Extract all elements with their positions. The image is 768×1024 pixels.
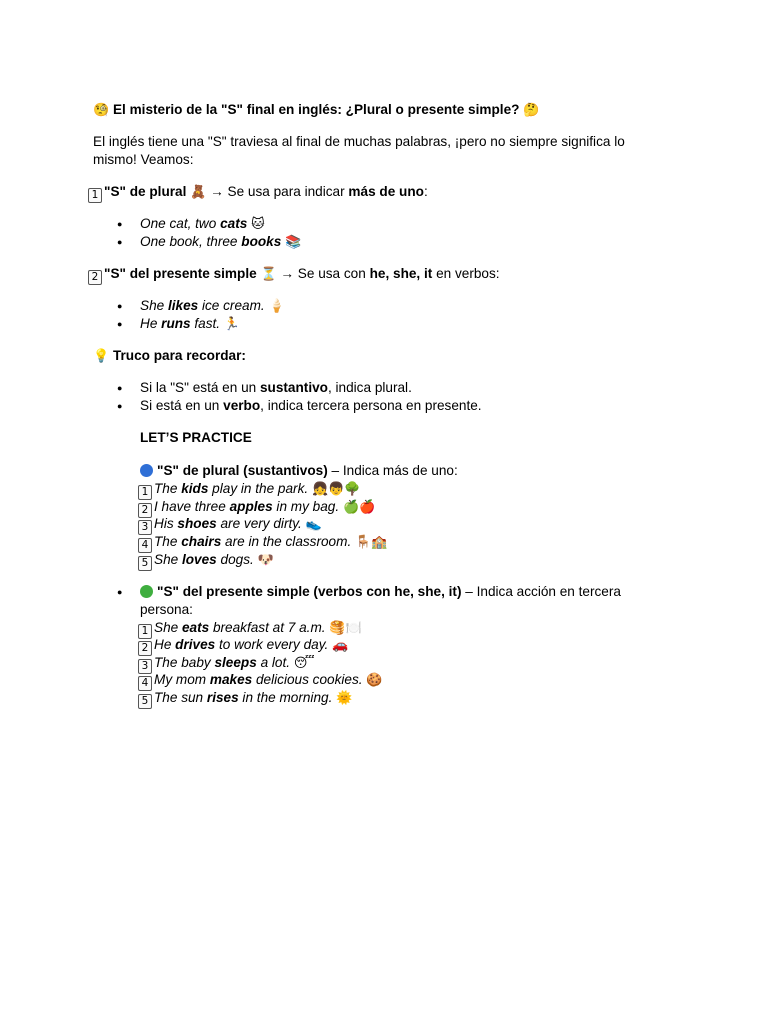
pancakes-plate-icon: 🥞🍽️ (329, 621, 362, 636)
item-text-post: dogs. (216, 552, 254, 567)
document-title (93, 101, 539, 120)
section-arrow-text: → Se usa con (276, 266, 370, 281)
item-text-post: , indica tercera persona en presente. (260, 398, 482, 413)
intro-line-2: mismo! Veamos: (93, 152, 194, 167)
dog-icon: 🐶 (257, 553, 274, 568)
item-bold: makes (209, 672, 253, 687)
shoe-icon: 👟 (305, 517, 322, 532)
item-text-post: are in the classroom. (221, 534, 352, 549)
bullet: ● (117, 383, 123, 393)
chair-school-icon: 🪑🏫 (355, 535, 388, 550)
practice-heading-text: LET’S PRACTICE (140, 430, 252, 445)
kids-tree-icon: 👧👦🌳 (311, 482, 361, 497)
monocle-face-icon: 🧐 (93, 103, 110, 118)
item-text-post: a lot. (256, 655, 291, 670)
item-text: One book, three (140, 234, 242, 249)
practice-item (138, 636, 348, 656)
keycap-number: 2 (138, 641, 152, 656)
item-text: He (140, 316, 162, 331)
item-bold: verbo (223, 398, 261, 413)
practice-item (138, 689, 352, 709)
section-present-heading (88, 265, 500, 285)
practice-item (138, 551, 274, 571)
item-text: The baby (154, 655, 215, 670)
item-text-post: to work every day. (215, 637, 329, 652)
section-end-text: en verbos: (432, 266, 500, 281)
item-text-post: breakfast at 7 a.m. (209, 620, 326, 635)
runner-icon: 🏃 (223, 317, 241, 332)
practice-subheading: "S" del presente simple (verbos con he, she, it) (157, 584, 462, 599)
teddy-bear-icon: 🧸 (190, 185, 207, 200)
practice-item (138, 533, 387, 553)
item-text-post: , indica plural. (327, 380, 412, 395)
item-text: The (154, 481, 182, 496)
section-plural-heading (88, 183, 428, 203)
title-text: El misterio de la "S" final en inglés: ¿Plural o presente simple? (112, 102, 520, 117)
bullet: ● (117, 587, 123, 597)
item-bold: loves (181, 552, 217, 567)
list-item (140, 315, 240, 334)
keycap-number: 1 (138, 624, 152, 639)
sleeping-face-icon: 😴 (293, 656, 315, 671)
plural-practice-heading (140, 462, 458, 480)
blue-circle-icon (140, 464, 153, 477)
item-text-post: delicious cookies. (252, 672, 363, 687)
item-text-post: are very dirty. (216, 516, 302, 531)
cat-icon: 🐱 (251, 217, 265, 232)
bullet: ● (117, 219, 123, 229)
item-text: The sun (154, 690, 207, 705)
item-text: She (154, 552, 182, 567)
keycap-number: 5 (138, 694, 152, 709)
item-text: Si la "S" está en un (140, 380, 260, 395)
item-text: His (154, 516, 178, 531)
car-icon: 🚗 (332, 638, 349, 653)
section-arrow-text: → Se usa para indicar (206, 184, 349, 199)
practice-desc: – Indica acción en tercera (461, 584, 621, 599)
item-bold: shoes (177, 516, 217, 531)
section-heading-text: "S" de plural (104, 184, 187, 199)
books-icon: 📚 (285, 235, 302, 250)
section-end-text: : (423, 184, 428, 199)
keycap-number: 4 (138, 538, 152, 553)
list-item (140, 297, 285, 316)
green-circle-icon (140, 585, 153, 598)
keycap-number: 3 (138, 520, 152, 535)
list-item (140, 215, 265, 234)
item-text: I have three (154, 499, 230, 514)
keycap-number: 2 (88, 270, 102, 285)
practice-item (138, 480, 361, 500)
item-text: My mom (154, 672, 210, 687)
item-bold: apples (229, 499, 273, 514)
keycap-number: 3 (138, 659, 152, 674)
item-text-post: in the morning. (238, 690, 333, 705)
light-bulb-icon: 💡 (93, 349, 110, 364)
section-bold-text: más de uno (348, 184, 424, 199)
item-text: He (154, 637, 176, 652)
ice-cream-icon: 🍦 (268, 299, 285, 314)
thinking-face-icon: 🤔 (523, 103, 540, 118)
item-text-post: ice cream. (198, 298, 265, 313)
present-practice-heading (140, 583, 621, 601)
keycap-number: 4 (138, 676, 152, 691)
item-text: She (154, 620, 182, 635)
practice-item (138, 515, 322, 535)
practice-heading (140, 429, 252, 447)
item-bold: runs (161, 316, 191, 331)
item-text: She (140, 298, 168, 313)
item-text-post: play in the park. (208, 481, 309, 496)
tip-heading-text: Truco para recordar: (112, 348, 246, 363)
item-bold: eats (181, 620, 210, 635)
cookie-icon: 🍪 (366, 673, 383, 688)
tip-heading (93, 347, 246, 366)
item-text-post: fast. (190, 316, 221, 331)
bullet: ● (117, 301, 123, 311)
sun-face-icon: 🌞 (336, 691, 353, 706)
item-bold: likes (167, 298, 199, 313)
bullet: ● (117, 319, 123, 329)
item-bold: chairs (181, 534, 222, 549)
practice-item (138, 671, 383, 691)
item-bold: drives (175, 637, 216, 652)
keycap-number: 2 (138, 503, 152, 518)
item-bold: rises (206, 690, 239, 705)
item-bold: books (241, 234, 282, 249)
list-item (140, 397, 482, 415)
item-text: The (154, 534, 182, 549)
practice-desc-line-2: persona: (140, 602, 193, 617)
item-bold: kids (181, 481, 209, 496)
bullet: ● (117, 401, 123, 411)
item-text: One cat, two (140, 216, 221, 231)
item-text-post: in my bag. (272, 499, 340, 514)
keycap-number: 1 (88, 188, 102, 203)
item-bold: sustantivo (259, 380, 328, 395)
hourglass-icon: ⏳ (260, 267, 277, 282)
list-item (140, 233, 301, 252)
section-heading-text: "S" del presente simple (104, 266, 257, 281)
intro-line-1: El inglés tiene una "S" traviesa al final de muchas palabras, ¡pero no siempre significa lo (93, 134, 625, 149)
item-bold: cats (220, 216, 248, 231)
list-item (140, 379, 412, 397)
item-bold: sleeps (214, 655, 257, 670)
bullet: ● (117, 237, 123, 247)
practice-subheading: "S" de plural (sustantivos) (157, 463, 328, 478)
apples-icon: 🍏🍎 (342, 500, 376, 515)
item-text: Si está en un (140, 398, 224, 413)
section-bold-text: he, she, it (369, 266, 433, 281)
keycap-number: 5 (138, 556, 152, 571)
keycap-number: 1 (138, 485, 152, 500)
practice-desc: – Indica más de uno: (327, 463, 458, 478)
